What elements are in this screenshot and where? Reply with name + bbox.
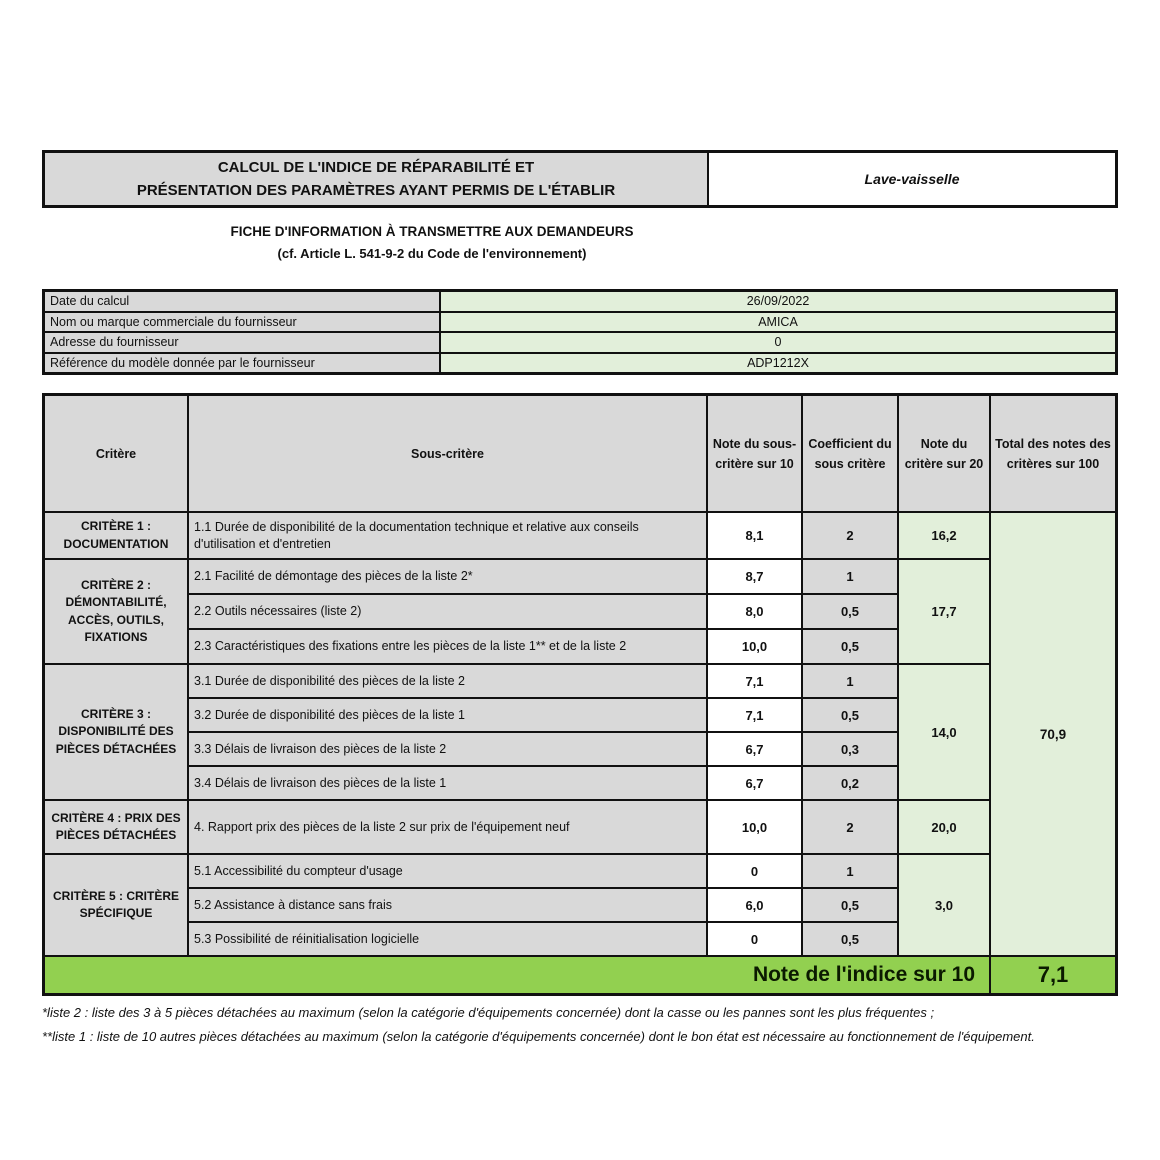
info-label-date: Date du calcul: [44, 291, 440, 312]
subrow-1-1-coeff: 2: [802, 512, 898, 559]
criterion-3-name: CRITÈRE 3 : DISPONIBILITÉ DES PIÈCES DÉTACHÉES: [44, 664, 188, 800]
document-title: [45, 153, 709, 205]
criterion-5-name: CRITÈRE 5 : CRITÈRE SPÉCIFIQUE: [44, 854, 188, 956]
subrow-3-3-note10: 6,7: [707, 732, 802, 766]
subrow-2-2-label: 2.2 Outils nécessaires (liste 2): [188, 594, 707, 629]
subrow-5-2-label: 5.2 Assistance à distance sans frais: [188, 888, 707, 922]
subrow-4-coeff: 2: [802, 800, 898, 854]
subrow-5-1-label: 5.1 Accessibilité du compteur d'usage: [188, 854, 707, 888]
subrow-3-4-note10: 6,7: [707, 766, 802, 800]
criterion-1-note20: 16,2: [898, 512, 990, 559]
info-label-model: Référence du modèle donnée par le fournisseur: [44, 353, 440, 374]
footnotes: [42, 1003, 1120, 1051]
footnote-liste-1: **liste 1 : liste de 10 autres pièces détachées au maximum (selon la catégorie d'équipements concernée) dont le bon état est nécessaire au fonctionnement de l'équipement.: [42, 1028, 1035, 1044]
supplier-info-table: [42, 289, 1118, 375]
info-label-brand: Nom ou marque commerciale du fournisseur: [44, 312, 440, 333]
info-value-brand: AMICA: [440, 312, 1116, 333]
subrow-5-1-note10: 0: [707, 854, 802, 888]
product-type: Lave-vaisselle: [864, 171, 960, 187]
criterion-4-name: CRITÈRE 4 : PRIX DES PIÈCES DÉTACHÉES: [44, 800, 188, 854]
info-value-model: ADP1212X: [440, 353, 1116, 374]
info-label-address: Adresse du fournisseur: [44, 332, 440, 353]
subrow-3-1-note10: 7,1: [707, 664, 802, 698]
subrow-5-3-label: 5.3 Possibilité de réinitialisation logicielle: [188, 922, 707, 956]
subrow-1-1-note10: 8,1: [707, 512, 802, 559]
col-header-critere: Critère: [44, 395, 188, 512]
subrow-2-3-note10: 10,0: [707, 629, 802, 664]
subrow-3-1-label: 3.1 Durée de disponibilité des pièces de la liste 2: [188, 664, 707, 698]
col-header-sous-critere: Sous-critère: [188, 395, 707, 512]
subrow-1-1-label: 1.1 Durée de disponibilité de la documentation technique et relative aux conseils d'utilisation et d'entretien: [188, 512, 707, 559]
subrow-3-4-label: 3.4 Délais de livraison des pièces de la liste 1: [188, 766, 707, 800]
title-box: [42, 150, 1118, 208]
subrow-3-2-coeff: 0,5: [802, 698, 898, 732]
subrow-5-1-coeff: 1: [802, 854, 898, 888]
subrow-3-4-coeff: 0,2: [802, 766, 898, 800]
subrow-4-label: 4. Rapport prix des pièces de la liste 2 sur prix de l'équipement neuf: [188, 800, 707, 854]
subtitle: [42, 224, 822, 261]
subrow-5-3-coeff: 0,5: [802, 922, 898, 956]
col-header-coefficient: Coefficient du sous critère: [802, 395, 898, 512]
subrow-2-1-coeff: 1: [802, 559, 898, 594]
subrow-3-1-coeff: 1: [802, 664, 898, 698]
subrow-2-3-coeff: 0,5: [802, 629, 898, 664]
product-type-cell: [709, 153, 1115, 205]
subtitle-line2: (cf. Article L. 541-9-2 du Code de l'environnement): [277, 246, 587, 261]
col-header-note-sur-20: Note du critère sur 20: [898, 395, 990, 512]
subrow-4-note10: 10,0: [707, 800, 802, 854]
subtitle-line1: FICHE D'INFORMATION À TRANSMETTRE AUX DEMANDEURS: [230, 224, 634, 239]
document-title-line2: PRÉSENTATION DES PARAMÈTRES AYANT PERMIS DE L'ÉTABLIR: [136, 182, 616, 199]
criterion-2-note20: 17,7: [898, 559, 990, 664]
subrow-3-3-coeff: 0,3: [802, 732, 898, 766]
subrow-3-3-label: 3.3 Délais de livraison des pièces de la liste 2: [188, 732, 707, 766]
subrow-3-2-note10: 7,1: [707, 698, 802, 732]
criterion-2-name: CRITÈRE 2 : DÉMONTABILITÉ, ACCÈS, OUTILS, FIXATIONS: [44, 559, 188, 664]
criterion-5-note20: 3,0: [898, 854, 990, 956]
subrow-5-3-note10: 0: [707, 922, 802, 956]
total-sur-100-cell: 70,9: [990, 512, 1116, 956]
col-header-total-sur-100: Total des notes des critères sur 100: [990, 395, 1116, 512]
criteria-table: [42, 393, 1118, 996]
col-header-note-sur-10: Note du sous-critère sur 10: [707, 395, 802, 512]
subrow-5-2-coeff: 0,5: [802, 888, 898, 922]
criterion-4-note20: 20,0: [898, 800, 990, 854]
subrow-2-1-note10: 8,7: [707, 559, 802, 594]
criterion-3-note20: 14,0: [898, 664, 990, 800]
subrow-3-2-label: 3.2 Durée de disponibilité des pièces de la liste 1: [188, 698, 707, 732]
subrow-5-2-note10: 6,0: [707, 888, 802, 922]
subrow-2-1-label: 2.1 Facilité de démontage des pièces de la liste 2*: [188, 559, 707, 594]
info-value-date: 26/09/2022: [440, 291, 1116, 312]
document-title-line1: CALCUL DE L'INDICE DE RÉPARABILITÉ ET: [217, 158, 535, 176]
criterion-1-name: CRITÈRE 1 : DOCUMENTATION: [44, 512, 188, 559]
footnote-liste-2: *liste 2 : liste des 3 à 5 pièces détachées au maximum (selon la catégorie d'équipements concernée) dont la casse ou les pannes sont les plus fréquentes ;: [42, 1005, 935, 1020]
subrow-2-2-coeff: 0,5: [802, 594, 898, 629]
index-score-label: Note de l'indice sur 10: [44, 956, 990, 994]
info-value-address: 0: [440, 332, 1116, 353]
subrow-2-2-note10: 8,0: [707, 594, 802, 629]
index-score-value: 7,1: [990, 956, 1116, 994]
subrow-2-3-label: 2.3 Caractéristiques des fixations entre les pièces de la liste 1** et de la liste 2: [188, 629, 707, 664]
